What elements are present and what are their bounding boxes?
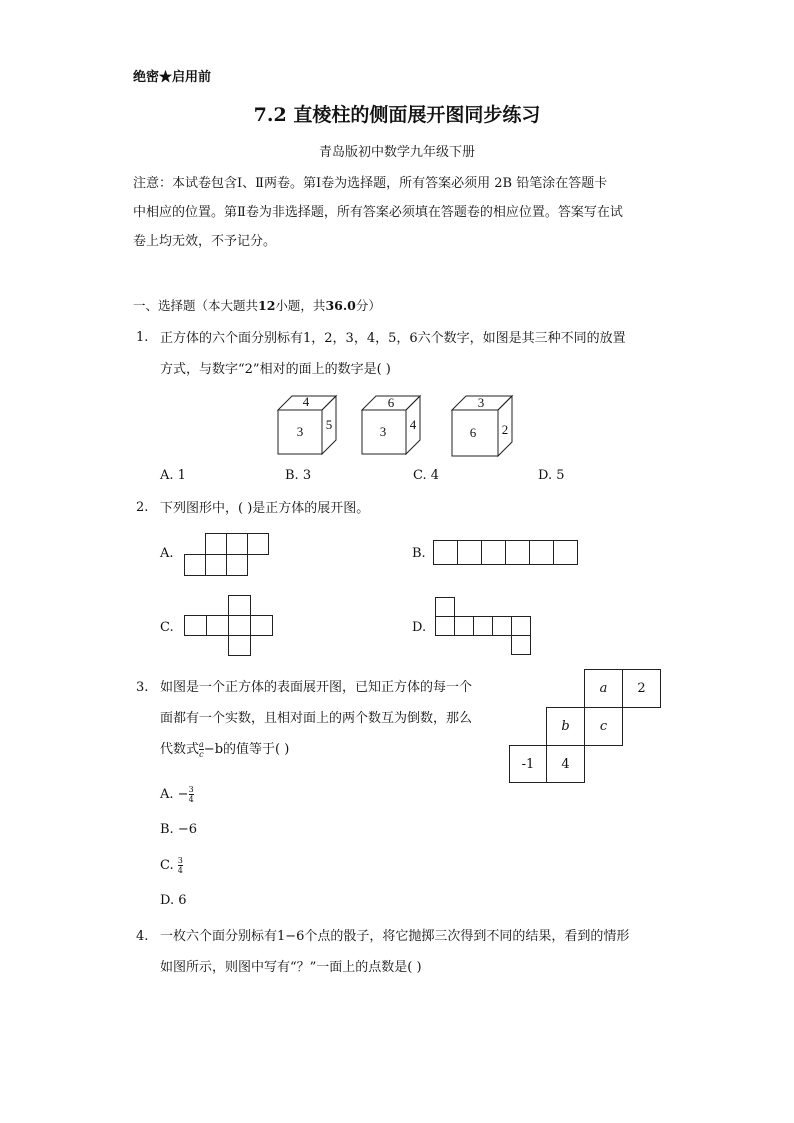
fraction-three-quarters: $\frac{3}{4}$ [177,856,183,875]
cube2-front: 3 [379,424,387,439]
notice-line: 中相应的位置。第Ⅱ卷为非选择题，所有答案必须填在答题卷的相应位置。答案写在试 [133,205,623,220]
q2-net-a[interactable] [184,533,274,578]
q2-option-b-label[interactable]: B. [412,546,426,561]
q3-option-d[interactable]: D. 6 [160,893,187,908]
q2-option-a-label[interactable]: A. [160,546,174,561]
cube1-top: 4 [302,394,310,409]
page-subtitle: 青岛版初中数学九年级下册 [318,145,475,160]
secret-label: 绝密★启用前 [133,70,212,85]
exam-notice [133,169,673,256]
section-heading: 一、选择题（本大题共12小题，共36.0分） [133,298,381,313]
net-cell-c: c [584,707,623,746]
notice-line: 注意：本试卷包含Ⅰ、Ⅱ两卷。第Ⅰ卷为选择题，所有答案必须用 2B 铅笔涂在答题卡 [133,176,608,191]
q2-net-b[interactable] [433,540,583,566]
q1-option-c[interactable]: C. 4 [413,468,440,483]
question-1-text: 正方体的六个面分别标有1，2，3，4，5，6六个数字，如图是其三种不同的放置 方式，与数字“2”相对的面上的数字是( ) [160,331,626,377]
cube2-top: 6 [387,395,395,410]
question-number: 4. [136,929,149,944]
q1-option-b[interactable]: B. 3 [285,468,312,483]
fraction-a-over-c: $\frac{a}{c}$ [199,740,204,759]
net-cell-b: b [546,707,585,746]
q3-option-a[interactable]: A. − $\frac{3}{4}$ [160,785,194,804]
question-number: 2. [136,500,149,515]
question-3-text: 如图是一个正方体的表面展开图，已知正方体的每一个 面都有一个实数，且相对面上的两个数互为倒数，那么 代数式 $\frac{a}{c}$ −b的值等于( ) [160,680,473,759]
q2-option-d-label[interactable]: D. [412,620,427,635]
cube3-top: 3 [477,395,485,410]
section-score: 36.0 [325,298,356,313]
notice-line: 卷上均无效，不予记分。 [133,234,277,249]
question-4-text: 一枚六个面分别标有1−6个点的骰子，将它抛掷三次得到不同的结果，看到的情形 如图所示，则图中写有“？”一面上的点数是( ) [160,929,630,975]
q2-net-d[interactable] [435,597,535,657]
q1-option-a[interactable]: A. 1 [160,468,186,483]
cube3-side: 2 [501,422,509,437]
q3-option-c[interactable]: C. $\frac{3}{4}$ [160,856,183,875]
cube3-front: 6 [469,425,477,440]
question-2-text: 下列图形中，( )是正方体的展开图。 [160,501,370,516]
question-number: 1. [136,330,149,345]
q1-option-d[interactable]: D. 5 [538,468,565,483]
net-cell-4: 4 [546,745,585,783]
net-cell-neg1: -1 [509,745,547,783]
fraction-three-quarters: $\frac{3}{4}$ [188,785,194,804]
net-cell-2: 2 [622,669,661,708]
cube1-side: 5 [325,417,333,432]
cube2-side: 4 [409,417,417,432]
question-count: 12 [258,298,276,313]
cube1-front: 3 [296,424,304,439]
q2-option-c-label[interactable]: C. [160,620,174,635]
q2-net-c[interactable] [184,595,276,657]
cube-figures [270,388,530,460]
q3-option-b[interactable]: B. −6 [160,822,197,837]
net-cell-a: a [584,669,623,708]
q3-cube-net [509,669,664,784]
question-number: 3. [136,680,149,695]
page-title: 7.2 直棱柱的侧面展开图同步练习 [253,104,541,126]
